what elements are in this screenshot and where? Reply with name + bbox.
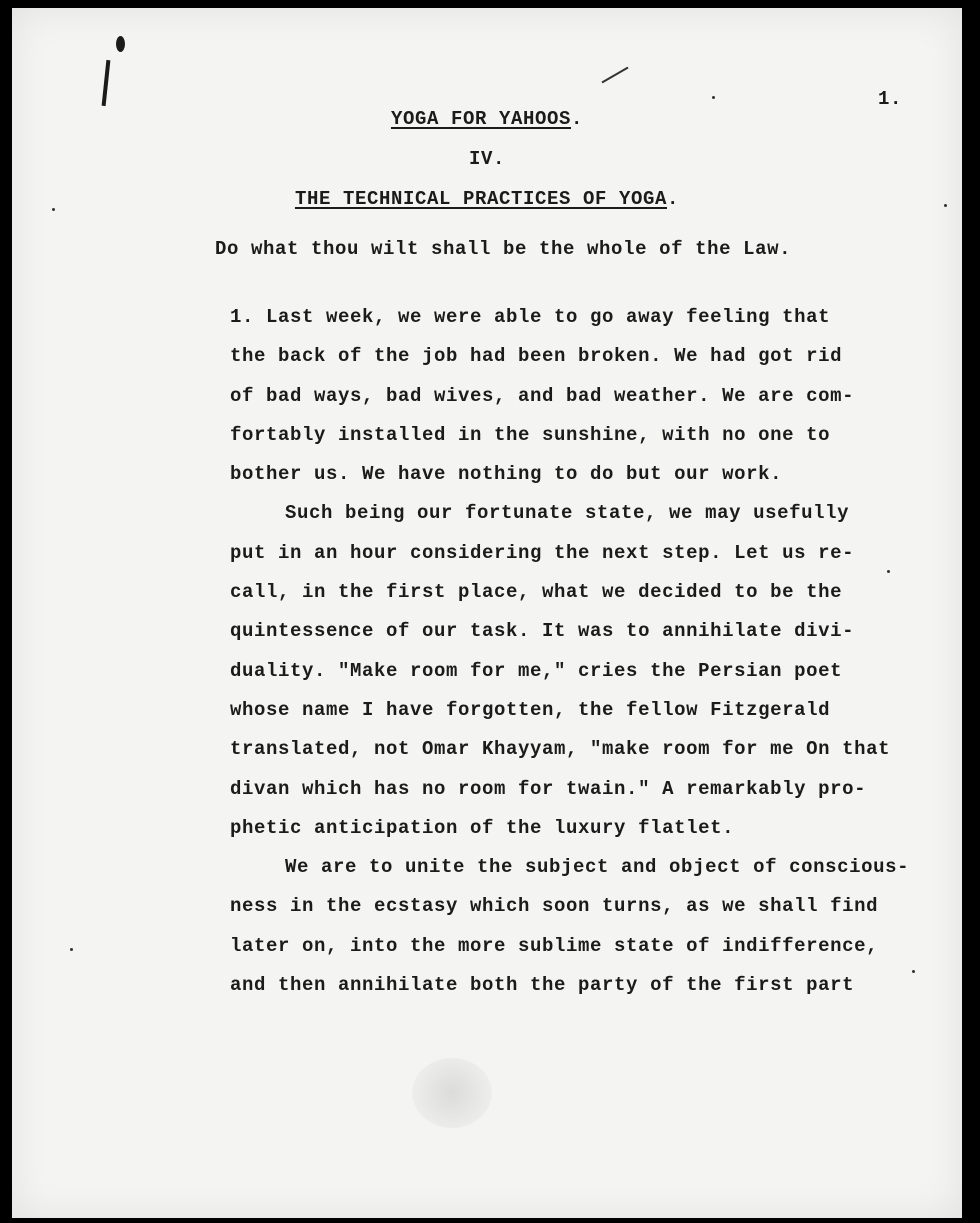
speck [712, 96, 715, 99]
text-line: Such being our fortunate state, we may usefully [285, 502, 850, 525]
text-line: later on, into the more sublime state of indifference, [230, 934, 879, 957]
text-line: the back of the job had been broken. We had got rid [230, 345, 843, 368]
title-text: YOGA FOR YAHOOS [390, 108, 571, 130]
chapter-title [12, 188, 962, 210]
text-line: translated, not Omar Khayyam, "make room for me On that [230, 738, 891, 761]
chapter-number: IV. [468, 148, 505, 170]
subtitle-period: . [667, 188, 680, 210]
speck [912, 970, 915, 973]
text-line: duality. "Make room for me," cries the Persian poet [230, 659, 843, 682]
ink-mark [102, 60, 111, 106]
pen-stroke [602, 67, 629, 84]
text-line: put in an hour considering the next step. Let us re- [230, 541, 855, 564]
text-line: ness in the ecstasy which soon turns, as we shall find [230, 895, 879, 918]
smudge [412, 1058, 492, 1128]
title-period: . [571, 108, 584, 130]
body-text [230, 304, 909, 1011]
page-number: 1. [878, 88, 903, 110]
text-line: 1. Last week, we were able to go away feeling that [230, 306, 831, 328]
text-line: quintessence of our task. It was to annihilate divi- [230, 620, 855, 643]
text-line: We are to unite the subject and object of conscious- [285, 856, 910, 879]
text-line: divan which has no room for twain." A remarkably pro- [230, 777, 867, 800]
subtitle-text: THE TECHNICAL PRACTICES OF YOGA [294, 188, 668, 210]
speck [70, 948, 73, 951]
law-line: Do what thou wilt shall be the whole of the Law. [215, 238, 792, 260]
text-line: bother us. We have nothing to do but our work. [230, 463, 783, 486]
text-line: and then annihilate both the party of the first part [230, 974, 855, 997]
text-line: phetic anticipation of the luxury flatlet. [230, 816, 735, 839]
text-line: fortably installed in the sunshine, with no one to [230, 423, 831, 446]
text-line: of bad ways, bad wives, and bad weather. We are com- [230, 384, 855, 407]
text-line: call, in the first place, what we decided to be the [230, 581, 843, 604]
document-title [12, 108, 962, 130]
ink-blot [116, 36, 125, 52]
text-line: whose name I have forgotten, the fellow Fitzgerald [230, 698, 831, 721]
typescript-page [12, 8, 962, 1218]
